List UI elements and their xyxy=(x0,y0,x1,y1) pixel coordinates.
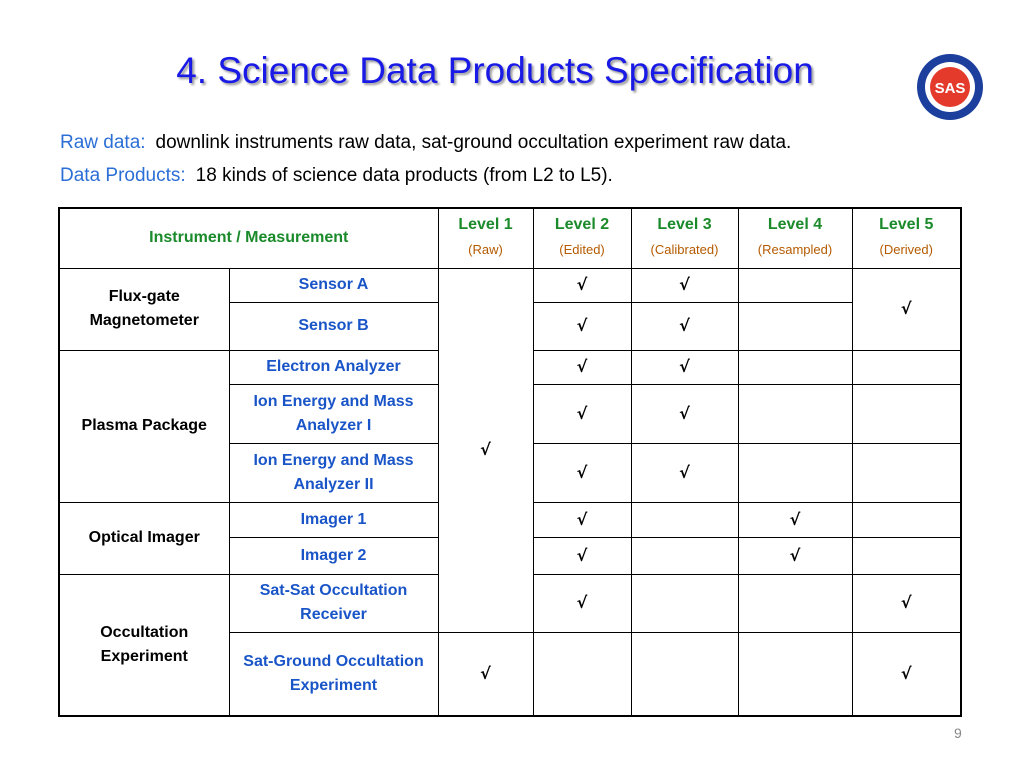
page-title: 4. Science Data Products Specification xyxy=(176,50,814,91)
empty-cell xyxy=(738,384,852,443)
level-3-label: Level 3 xyxy=(657,216,712,234)
empty-cell xyxy=(852,350,961,384)
empty-cell xyxy=(852,537,961,574)
row-sensor-b: Sensor B xyxy=(229,302,438,350)
level-3-sub: (Calibrated) xyxy=(650,242,719,258)
empty-cell xyxy=(852,384,961,443)
level-5-sub: (Derived) xyxy=(879,242,933,258)
data-products-line xyxy=(60,165,613,187)
check-cell: √ xyxy=(533,443,631,502)
row-sensor-a: Sensor A xyxy=(229,268,438,302)
row-imager-1: Imager 1 xyxy=(229,502,438,537)
check-cell: √ xyxy=(631,302,738,350)
row-imager-2: Imager 2 xyxy=(229,537,438,574)
check-cell: √ xyxy=(533,302,631,350)
group-optical: Optical Imager xyxy=(59,502,229,574)
empty-cell xyxy=(738,268,852,302)
table-header-row xyxy=(59,208,961,268)
header-instrument: Instrument / Measurement xyxy=(59,208,438,268)
level-5-label: Level 5 xyxy=(879,216,934,234)
row-electron-analyzer: Electron Analyzer xyxy=(229,350,438,384)
logo-text: SAS xyxy=(934,80,966,97)
data-products-text: 18 kinds of science data products (from L2 to L5). xyxy=(195,165,613,186)
level-4-label: Level 4 xyxy=(767,216,823,234)
row-ion-analyzer-1: Ion Energy and Mass Analyzer I xyxy=(229,384,438,443)
raw-data-text: downlink instruments raw data, sat-ground occultation experiment raw data. xyxy=(155,132,792,153)
empty-cell xyxy=(631,574,738,632)
empty-cell xyxy=(738,302,852,350)
level-2-label: Level 2 xyxy=(554,216,610,234)
check-cell: √ xyxy=(438,632,533,716)
empty-cell xyxy=(738,350,852,384)
empty-cell xyxy=(631,537,738,574)
page-number: 9 xyxy=(954,725,962,741)
header-level-4 xyxy=(738,208,852,268)
check-cell: √ xyxy=(738,502,852,537)
raw-data-line xyxy=(60,132,791,154)
check-cell: √ xyxy=(631,350,738,384)
group-magnetometer: Flux-gate Magnetometer xyxy=(59,268,229,350)
level-2-sub: (Edited) xyxy=(559,242,605,258)
empty-cell xyxy=(738,632,852,716)
organization-logo xyxy=(916,53,984,121)
header-level-1 xyxy=(438,208,533,268)
check-cell: √ xyxy=(852,632,961,716)
check-cell: √ xyxy=(533,268,631,302)
empty-cell xyxy=(852,443,961,502)
raw-data-label: Raw data: xyxy=(60,132,146,153)
check-cell: √ xyxy=(852,574,961,632)
empty-cell xyxy=(631,502,738,537)
data-products-label: Data Products: xyxy=(60,165,186,186)
level-1-sub: (Raw) xyxy=(468,242,503,258)
table-row xyxy=(59,268,961,302)
level1-shared-check: √ xyxy=(438,268,533,632)
header-level-5 xyxy=(852,208,961,268)
check-cell: √ xyxy=(631,443,738,502)
header-level-3 xyxy=(631,208,738,268)
row-sat-sat-receiver: Sat-Sat Occultation Receiver xyxy=(229,574,438,632)
level5-magnetometer-check: √ xyxy=(852,268,961,350)
level-4-sub: (Resampled) xyxy=(757,242,833,258)
check-cell: √ xyxy=(533,384,631,443)
check-cell: √ xyxy=(533,502,631,537)
check-cell: √ xyxy=(631,268,738,302)
level-1-label: Level 1 xyxy=(458,216,513,234)
data-products-table xyxy=(58,207,962,717)
check-cell: √ xyxy=(533,350,631,384)
group-occultation: Occultation Experiment xyxy=(59,574,229,716)
header-level-2 xyxy=(533,208,631,268)
empty-cell xyxy=(738,574,852,632)
check-cell: √ xyxy=(533,574,631,632)
empty-cell xyxy=(533,632,631,716)
check-cell: √ xyxy=(533,537,631,574)
row-ion-analyzer-2: Ion Energy and Mass Analyzer II xyxy=(229,443,438,502)
row-sat-ground-experiment: Sat-Ground Occultation Experiment xyxy=(229,632,438,716)
empty-cell xyxy=(852,502,961,537)
check-cell: √ xyxy=(738,537,852,574)
group-plasma: Plasma Package xyxy=(59,350,229,502)
empty-cell xyxy=(631,632,738,716)
check-cell: √ xyxy=(631,384,738,443)
empty-cell xyxy=(738,443,852,502)
